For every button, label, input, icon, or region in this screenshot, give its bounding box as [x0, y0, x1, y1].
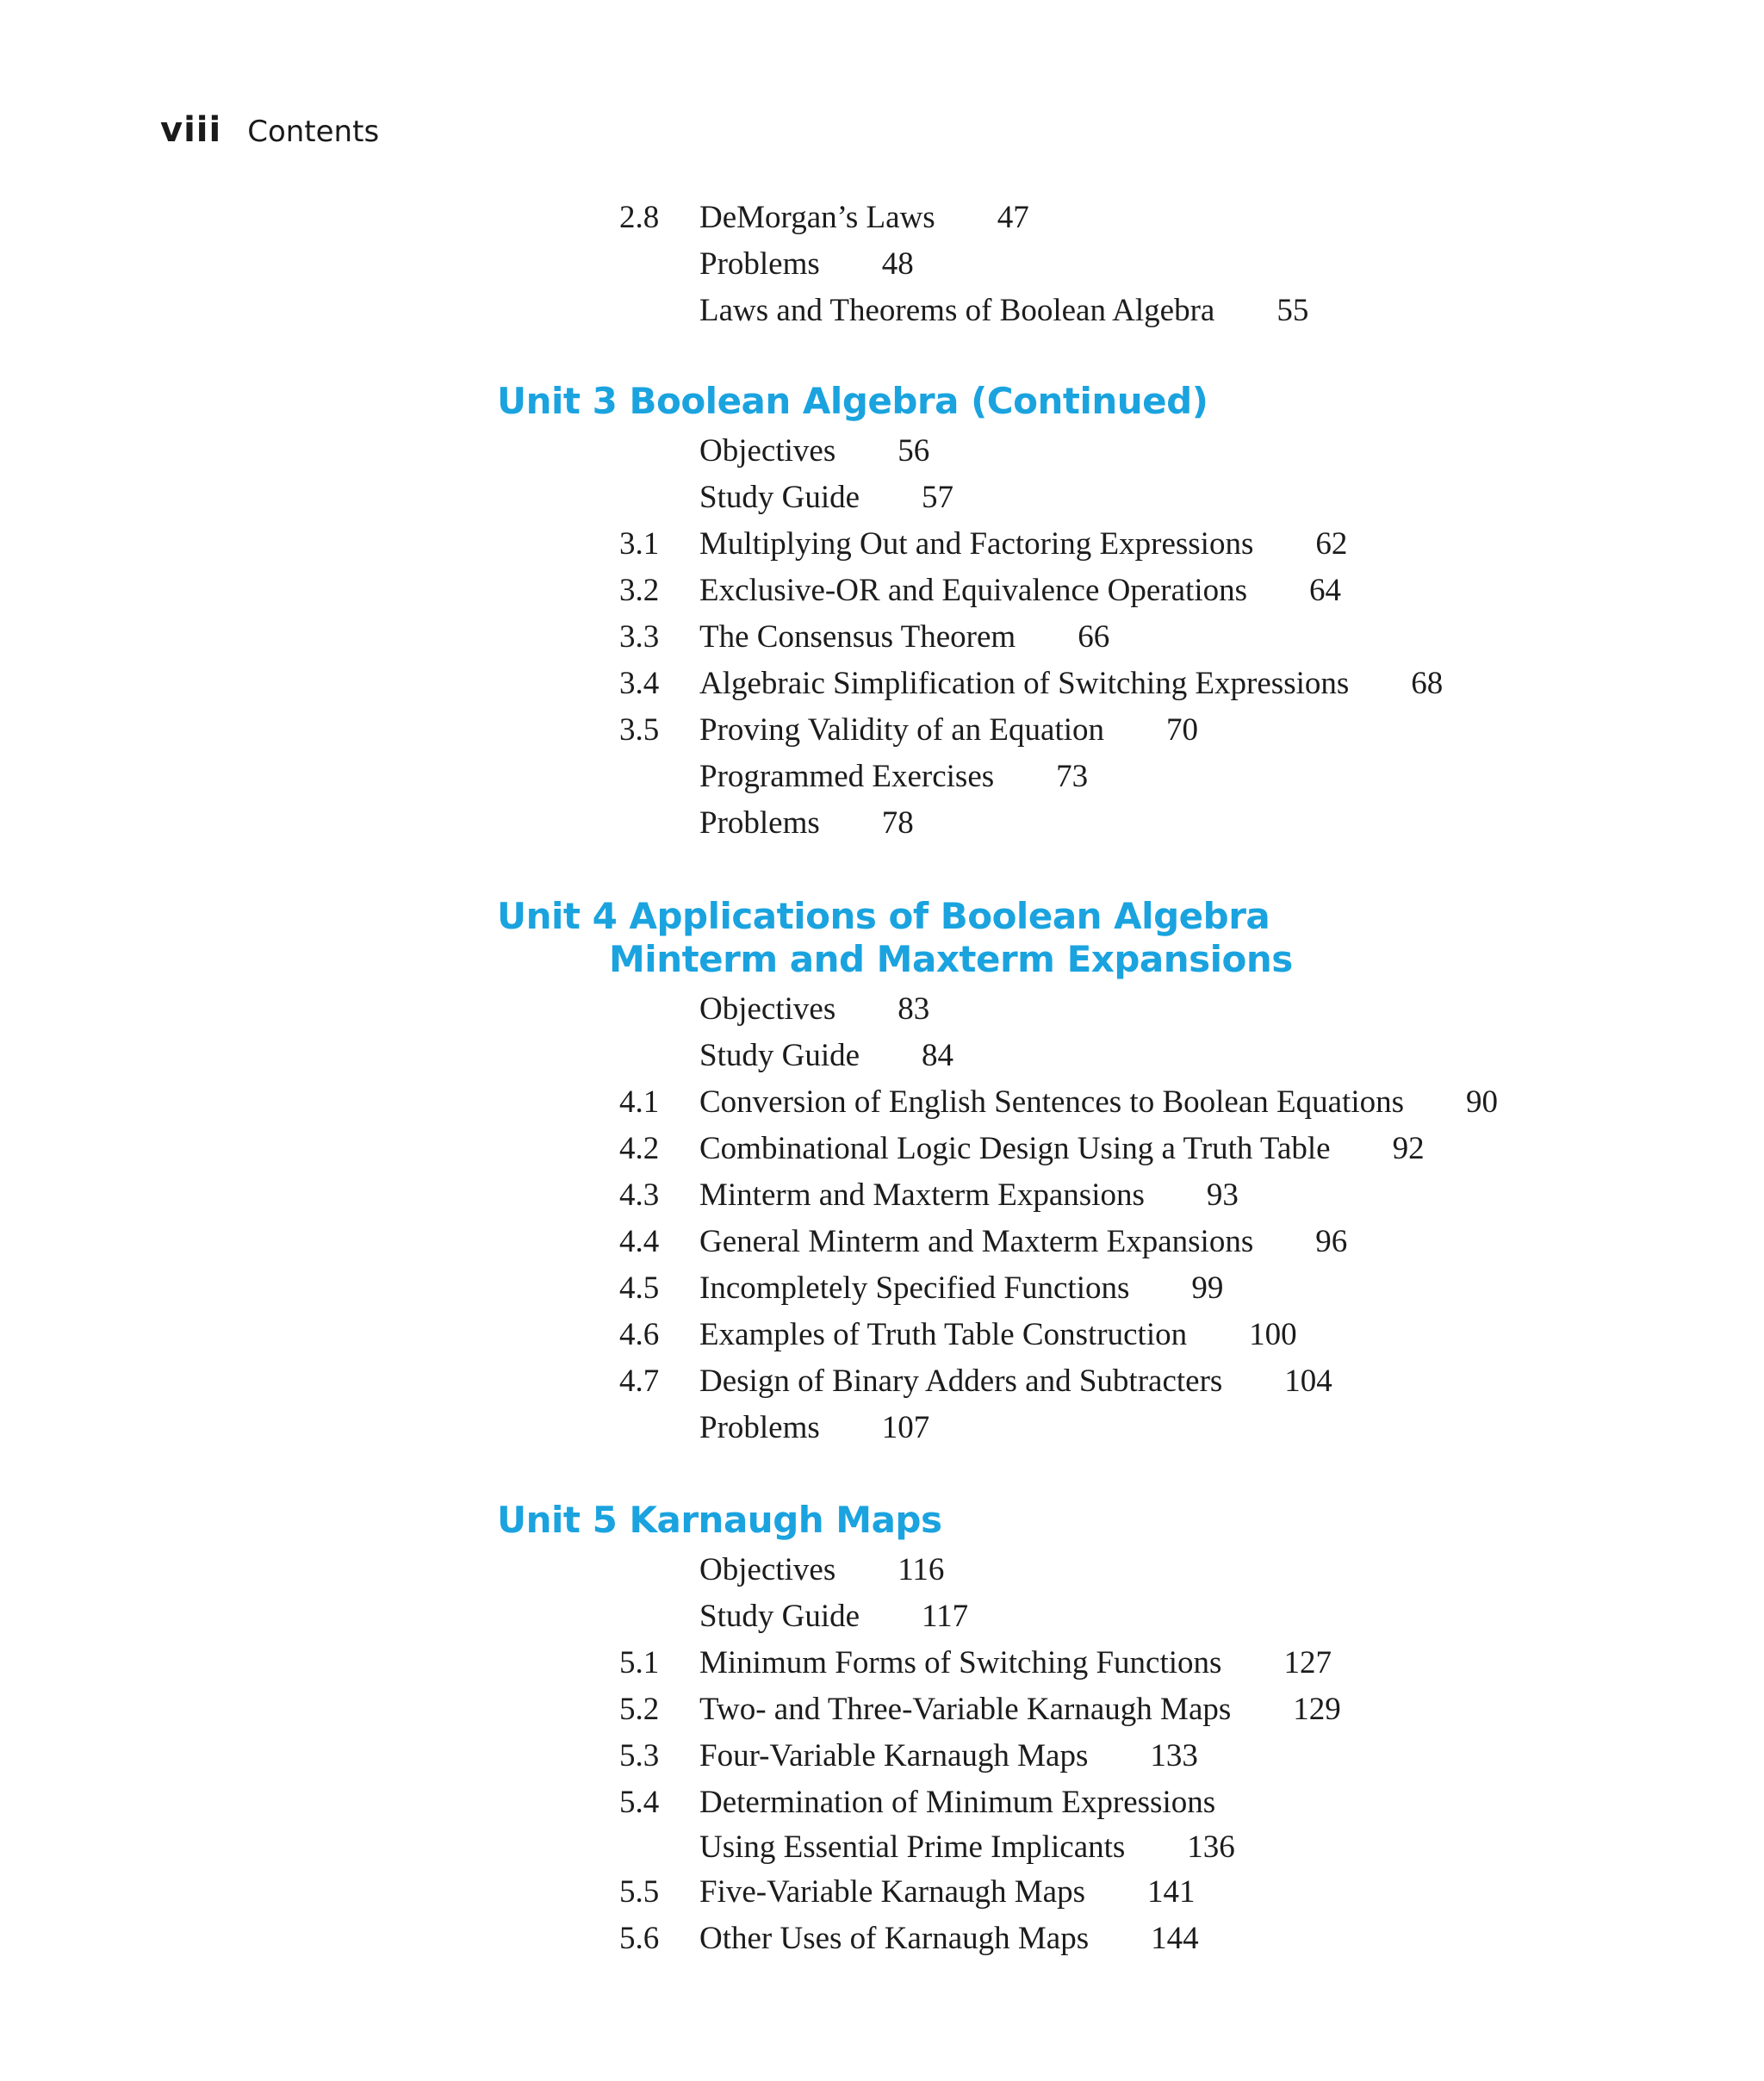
section-number: 4.6	[619, 1317, 660, 1352]
section-number: 3.3	[619, 619, 660, 655]
page-number: 104	[1284, 1364, 1332, 1399]
section-number: 4.4	[619, 1224, 660, 1259]
section-number: 4.7	[619, 1364, 660, 1399]
section-number: 5.1	[619, 1645, 660, 1680]
section-number: 4.2	[619, 1131, 660, 1166]
toc-entry-5-6	[0, 1916, 1764, 1962]
toc-entry-4-7	[0, 1358, 1764, 1405]
page-number: 62	[1315, 526, 1348, 562]
toc-entry-4-6	[0, 1312, 1764, 1358]
section-title: Minimum Forms of Switching Functions	[699, 1645, 1222, 1680]
section-number: 3.4	[619, 666, 660, 701]
section-title: Determination of Minimum Expressions	[699, 1785, 1216, 1820]
section-title: Two- and Three-Variable Karnaugh Maps	[699, 1692, 1232, 1727]
section-title: Multiplying Out and Factoring Expressions	[699, 526, 1254, 562]
section-title: Study Guide	[699, 1038, 860, 1073]
toc-entry-3-1	[0, 521, 1764, 568]
page-number: 90	[1466, 1084, 1498, 1120]
toc-entry-5-3	[0, 1733, 1764, 1780]
section-number: 2.8	[619, 200, 660, 235]
section-number: 5.5	[619, 1874, 660, 1910]
toc-entry-4-1	[0, 1079, 1764, 1126]
section-title: DeMorgan’s Laws	[699, 200, 935, 235]
page-number: 92	[1392, 1131, 1425, 1166]
page-number: 96	[1315, 1224, 1348, 1259]
page-number: 68	[1411, 666, 1444, 701]
page-number: 64	[1309, 573, 1341, 608]
section-title: Proving Validity of an Equation	[699, 712, 1104, 748]
unit-5-heading: Unit 5 Karnaugh Maps	[497, 1499, 942, 1541]
section-number: 5.2	[619, 1692, 660, 1727]
page-folio: viii	[160, 110, 222, 150]
page-number: 141	[1146, 1874, 1196, 1910]
section-title: Programmed Exercises	[699, 759, 995, 794]
toc-entry-study-guide	[0, 1593, 1764, 1640]
toc-entry-3-2	[0, 568, 1764, 614]
section-title: Conversion of English Sentences to Boolean Equations	[699, 1084, 1404, 1120]
section-title: Exclusive-OR and Equivalence Operations	[699, 573, 1247, 608]
page-number: 48	[881, 246, 914, 282]
section-title: Problems	[699, 805, 820, 841]
section-title: Combinational Logic Design Using a Truth Table	[699, 1131, 1331, 1166]
page-number: 100	[1249, 1317, 1297, 1352]
section-title: Objectives	[699, 433, 836, 469]
section-title: Four-Variable Karnaugh Maps	[699, 1738, 1089, 1774]
toc-entry-3-4	[0, 661, 1764, 707]
section-number: 4.1	[619, 1084, 660, 1120]
toc-entry-objectives	[0, 428, 1764, 475]
unit-3-heading: Unit 3 Boolean Algebra (Continued)	[497, 380, 1208, 422]
section-title: Problems	[699, 246, 820, 282]
toc-entry-4-4	[0, 1219, 1764, 1265]
section-number: 5.4	[619, 1785, 660, 1820]
section-title: Examples of Truth Table Construction	[699, 1317, 1188, 1352]
section-number: 3.2	[619, 573, 660, 608]
page-number: 117	[922, 1599, 969, 1634]
section-title: The Consensus Theorem	[699, 619, 1016, 655]
section-title: Objectives	[699, 1552, 836, 1587]
page-number: 99	[1191, 1270, 1224, 1306]
toc-entry-5-4	[0, 1780, 1764, 1869]
unit-4-subtitle: Minterm and Maxterm Expansions	[609, 938, 1293, 980]
page-number: 66	[1078, 619, 1110, 655]
unit-4-heading	[497, 895, 1293, 981]
toc-entry-5-5	[0, 1869, 1764, 1916]
toc-entry-4-3	[0, 1172, 1764, 1219]
page-number: 129	[1293, 1692, 1341, 1727]
section-number: 5.3	[619, 1738, 660, 1774]
section-title: Design of Binary Adders and Subtracters	[699, 1364, 1223, 1399]
page-number: 47	[997, 200, 1029, 235]
toc-entry-2-8	[0, 195, 1764, 241]
toc-entry-study-guide	[0, 1033, 1764, 1079]
section-title: General Minterm and Maxterm Expansions	[699, 1224, 1254, 1259]
section-title: Laws and Theorems of Boolean Algebra	[699, 293, 1215, 328]
section-title: Problems	[699, 1410, 820, 1445]
toc-entry-problems	[0, 241, 1764, 288]
toc-entry-objectives	[0, 1547, 1764, 1593]
section-number: 4.3	[619, 1177, 660, 1213]
toc-entry-problems	[0, 1405, 1764, 1451]
section-title: Minterm and Maxterm Expansions	[699, 1177, 1145, 1213]
section-title: Study Guide	[699, 480, 860, 515]
toc-entry-3-5	[0, 707, 1764, 754]
toc-entry-4-2	[0, 1126, 1764, 1172]
toc-entry-5-2	[0, 1687, 1764, 1733]
page-number: 57	[922, 480, 954, 515]
section-title: Other Uses of Karnaugh Maps	[699, 1921, 1090, 1956]
section-title: Objectives	[699, 991, 836, 1027]
page-number: 73	[1056, 759, 1089, 794]
section-title: Five-Variable Karnaugh Maps	[699, 1874, 1085, 1910]
toc-entry-problems	[0, 800, 1764, 847]
page-number: 107	[881, 1410, 930, 1445]
section-number: 5.6	[619, 1921, 660, 1956]
page-number: 84	[922, 1038, 954, 1073]
page-number: 127	[1283, 1645, 1332, 1680]
toc-entry-4-5	[0, 1265, 1764, 1312]
section-title: Study Guide	[699, 1599, 860, 1634]
toc-entry-5-1	[0, 1640, 1764, 1687]
page-number: 116	[898, 1552, 945, 1587]
section-number: 3.1	[619, 526, 660, 562]
toc-entry-study-guide	[0, 475, 1764, 521]
section-title: Incompletely Specified Functions	[699, 1270, 1130, 1306]
toc-entry-objectives	[0, 986, 1764, 1033]
page-number: 136	[1187, 1829, 1235, 1865]
section-number: 3.5	[619, 712, 660, 748]
toc-entry-programmed-exercises	[0, 754, 1764, 800]
toc-entry-3-3	[0, 614, 1764, 661]
page-number: 56	[898, 433, 930, 469]
page-number: 133	[1150, 1738, 1198, 1774]
page-number: 144	[1151, 1921, 1199, 1956]
page-number: 70	[1166, 712, 1198, 748]
toc-entry-laws-and-theorems	[0, 288, 1764, 334]
section-number: 4.5	[619, 1270, 660, 1306]
page-number: 55	[1276, 293, 1309, 328]
page-number: 83	[898, 991, 930, 1027]
page-number: 93	[1206, 1177, 1239, 1213]
running-head-title: Contents	[247, 115, 380, 149]
unit-4-title: Unit 4 Applications of Boolean Algebra	[497, 895, 1270, 937]
page-number: 78	[881, 805, 914, 841]
section-title: Algebraic Simplification of Switching Expressions	[699, 666, 1350, 701]
section-title-continued: Using Essential Prime Implicants	[699, 1829, 1126, 1865]
